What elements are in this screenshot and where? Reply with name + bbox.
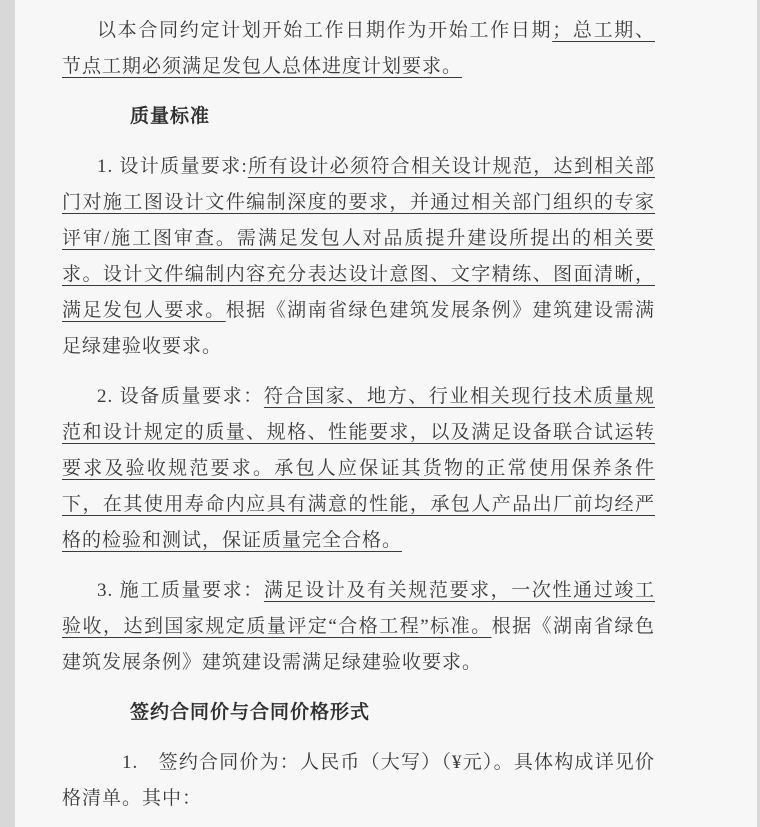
paragraph-construction-quality bbox=[62, 573, 655, 681]
document-body bbox=[62, 13, 655, 817]
heading-quality-standard: 质量标准 bbox=[130, 106, 211, 127]
paragraph-work-dates bbox=[62, 13, 655, 85]
work-dates-plain-text: 以本合同约定计划开始工作日期作为开始工作日期 bbox=[97, 20, 553, 41]
design-quality-plain-tail: 根据《湖南省绿色建筑发展条例》建筑建设需满足绿建验收要求。 bbox=[62, 300, 655, 357]
paragraph-design-quality bbox=[62, 149, 655, 365]
design-quality-label: 1. 设计质量要求: bbox=[97, 156, 248, 177]
paragraph-equipment-quality bbox=[62, 379, 655, 559]
design-quality-underlined-text: 所有设计必须符合相关设计规范，达到相关部门对施工图设计文件编制深度的要求，并通过相关部门组织的专家评审/施工图审查。需满足发包人对品质提升建设所提出的相关要求。设计文件编制内容充分表达设计意图、文字精练、图面清晰，满足发包人要求。 bbox=[62, 156, 655, 321]
paragraph-contract-price bbox=[62, 745, 655, 817]
contract-price-text: 1. 签约合同价为：人民币（大写）（¥元）。具体构成详见价格清单。其中： bbox=[62, 752, 655, 809]
heading-contract-price: 签约合同价与合同价格形式 bbox=[130, 702, 371, 723]
equipment-quality-underlined-text: 符合国家、地方、行业相关现行技术质量规范和设计规定的质量、规格、性能要求，以及满足设备联合试运转要求及验收规范要求。承包人应保证其货物的正常使用保养条件下，在其使用寿命内应具有满意的性能，承包人产品出厂前均经严格的检验和测试，保证质量完全合格。 bbox=[62, 386, 655, 551]
page-left-gutter bbox=[0, 0, 15, 827]
construction-quality-label: 3. 施工质量要求： bbox=[97, 580, 264, 601]
equipment-quality-label: 2. 设备质量要求： bbox=[97, 386, 264, 407]
construction-quality-underlined-text: 满足设计及有关规范要求，一次性通过竣工验收，达到国家规定质量评定“合格工程”标准。 bbox=[62, 580, 655, 637]
construction-quality-plain-tail: 根据《湖南省绿色建筑发展条例》建筑建设需满足绿建验收要求。 bbox=[62, 616, 655, 673]
work-dates-underlined-text: ；总工期、节点工期必须满足发包人总体进度计划要求。 bbox=[62, 20, 655, 77]
